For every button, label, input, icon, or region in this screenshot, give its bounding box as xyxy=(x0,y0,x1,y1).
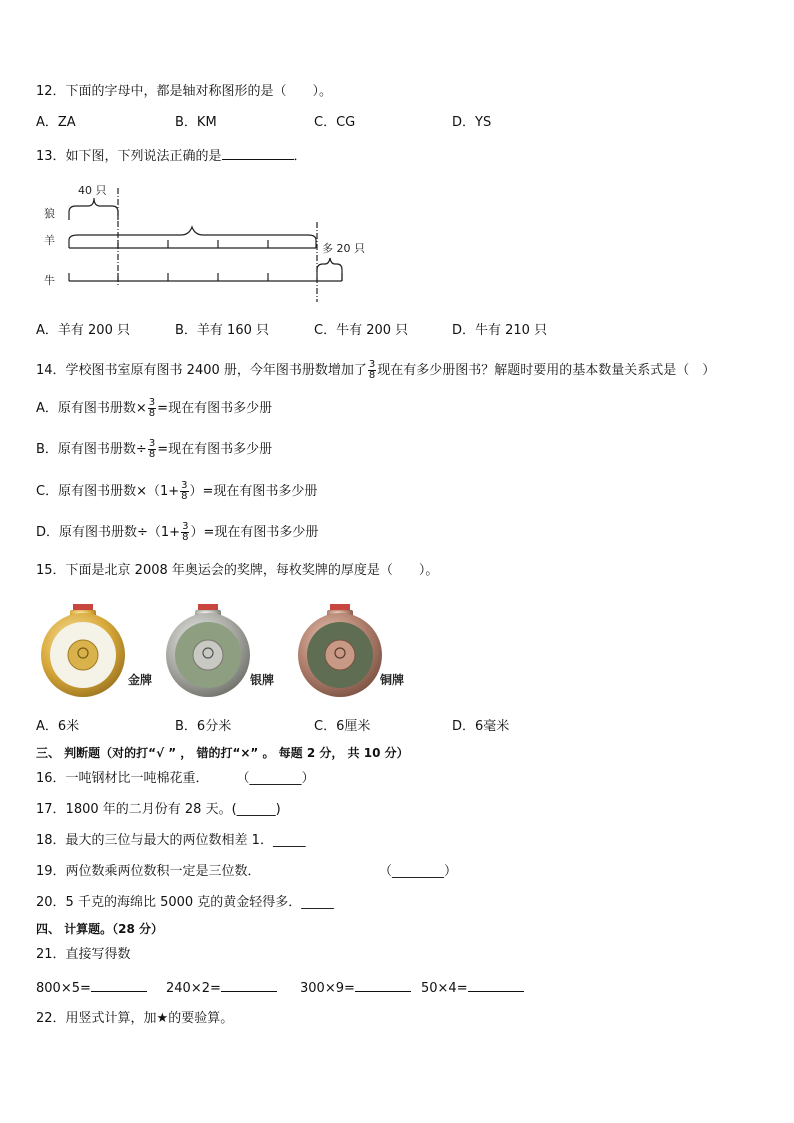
label-cow: 牛 xyxy=(44,274,55,287)
q12-option-a: A．ZA xyxy=(36,115,76,130)
q14-option-c xyxy=(36,479,317,505)
frac-den: 8 xyxy=(182,532,189,543)
q13-stem xyxy=(36,147,307,165)
q13-stem-text: 13．如下图，下列说法正确的是 xyxy=(36,149,222,164)
label-40: 40 只 xyxy=(78,184,107,197)
q15-option-b: B．6分米 xyxy=(175,719,232,734)
frac-num: 3 xyxy=(148,438,156,449)
q14-option-a-frac xyxy=(148,398,156,419)
dog-brace xyxy=(69,198,118,220)
q14-option-d-post: ）=现在有图书多少册 xyxy=(190,525,319,540)
q16-answer-blank[interactable]: （________） xyxy=(236,771,315,786)
q14-stem xyxy=(36,359,715,383)
q17-answer-blank[interactable]: (______) xyxy=(231,802,281,817)
q14-fraction xyxy=(368,360,376,381)
q14-option-b-frac xyxy=(148,439,156,460)
q14-option-c-frac xyxy=(180,481,188,502)
q18-answer-blank[interactable]: _____ xyxy=(272,833,306,848)
q13-answer-blank[interactable] xyxy=(222,147,294,160)
q14-option-a-pre: A．原有图书册数× xyxy=(36,401,147,416)
q12-option-c: C．CG xyxy=(314,115,356,130)
q17-text: 17．1800 年的二月份有 28 天。 xyxy=(36,802,232,817)
q13-option-a: A．羊有 200 只 xyxy=(36,323,130,338)
calc-1-blank[interactable] xyxy=(91,979,147,992)
q15-option-a: A．6米 xyxy=(36,719,80,734)
sheep-brace xyxy=(69,227,316,248)
calc-4-expr: 50×4= xyxy=(421,981,468,996)
q19-answer-blank[interactable]: （________） xyxy=(379,864,458,879)
q13-option-d: D．牛有 210 只 xyxy=(452,323,548,338)
section3-title: 三、 判断题（对的打“√ ” ， 错的打“×” 。 每题 2 分， 共 10 分） xyxy=(36,746,409,760)
bronze-label: 铜牌 xyxy=(380,673,405,687)
q14-stem-a: 14．学校图书室原有图书 2400 册，今年图书册数增加了 xyxy=(36,363,367,378)
silver-medal xyxy=(166,604,250,697)
label-sheep: 羊 xyxy=(44,234,55,247)
section4-title: 四、 计算题。（28 分） xyxy=(36,922,164,936)
q18-text: 18．最大的三位与最大的两位数相差 1． xyxy=(36,833,273,848)
q19-text: 19．两位数乘两位数积一定是三位数． xyxy=(36,864,261,879)
calc-3-blank[interactable] xyxy=(355,979,411,992)
label-more-20: 多 20 只 xyxy=(322,242,365,255)
q19 xyxy=(36,864,261,880)
calc-2 xyxy=(166,979,277,997)
q13-stem-end: ． xyxy=(293,149,307,164)
gold-medal xyxy=(41,604,125,697)
q14-option-d-frac xyxy=(181,522,189,543)
q15-option-c: C．6厘米 xyxy=(314,719,371,734)
frac-num: 3 xyxy=(368,359,376,370)
q12-option-d: D．YS xyxy=(452,115,492,130)
q14-option-d xyxy=(36,520,318,546)
more-brace xyxy=(317,258,342,281)
q12-option-b: B．KM xyxy=(175,115,217,130)
q16 xyxy=(36,771,315,787)
calc-2-blank[interactable] xyxy=(221,979,277,992)
q12-stem: 12．下面的字母中，都是轴对称图形的是（ ）。 xyxy=(36,84,333,99)
frac-num: 3 xyxy=(148,397,156,408)
q16-text: 16．一吨钢材比一吨棉花重． xyxy=(36,771,209,786)
q13-option-b: B．羊有 160 只 xyxy=(175,323,269,338)
q20 xyxy=(36,895,334,911)
q18 xyxy=(36,833,305,849)
q13-option-c: C．牛有 200 只 xyxy=(314,323,409,338)
q14-option-a-post: =现在有图书多少册 xyxy=(157,401,273,416)
q14-option-b-pre: B．原有图书册数÷ xyxy=(36,442,147,457)
q20-answer-blank[interactable]: _____ xyxy=(301,895,334,910)
calc-2-expr: 240×2= xyxy=(166,981,221,996)
gold-label: 金牌 xyxy=(128,673,153,687)
q14-option-a xyxy=(36,396,272,422)
q13-diagram xyxy=(36,180,376,305)
frac-den: 8 xyxy=(368,370,376,381)
calc-4 xyxy=(421,979,524,997)
label-dog: 狼 xyxy=(44,207,55,220)
q14-option-b xyxy=(36,437,272,463)
frac-den: 8 xyxy=(181,491,188,502)
frac-den: 8 xyxy=(148,408,156,419)
silver-label: 银牌 xyxy=(250,673,275,687)
q17 xyxy=(36,802,281,818)
q15-stem: 15．下面是北京 2008 年奥运会的奖牌，每枚奖牌的厚度是（ ）。 xyxy=(36,563,439,578)
q15-option-d: D．6毫米 xyxy=(452,719,510,734)
calc-1 xyxy=(36,979,147,997)
q20-text: 20．5 千克的海绵比 5000 克的黄金轻得多． xyxy=(36,895,302,910)
q14-stem-b: 现在有多少册图书？解题时要用的基本数量关系式是（ ） xyxy=(377,363,716,378)
medals-illustration xyxy=(36,600,416,700)
q14-option-d-pre: D．原有图书册数÷（1+ xyxy=(36,525,181,540)
q14-option-c-pre: C．原有图书册数×（1+ xyxy=(36,484,180,499)
calc-3-expr: 300×9= xyxy=(300,981,355,996)
frac-num: 3 xyxy=(182,521,189,532)
q22-stem: 22．用竖式计算，加★的要验算。 xyxy=(36,1011,234,1026)
calc-3 xyxy=(300,979,411,997)
q21-stem: 21．直接写得数 xyxy=(36,947,131,962)
q14-option-b-post: =现在有图书多少册 xyxy=(157,442,273,457)
bronze-medal xyxy=(298,604,382,697)
frac-den: 8 xyxy=(148,449,156,460)
calc-1-expr: 800×5= xyxy=(36,981,91,996)
calc-4-blank[interactable] xyxy=(468,979,524,992)
frac-num: 3 xyxy=(181,480,188,491)
q14-option-c-post: ）=现在有图书多少册 xyxy=(189,484,318,499)
